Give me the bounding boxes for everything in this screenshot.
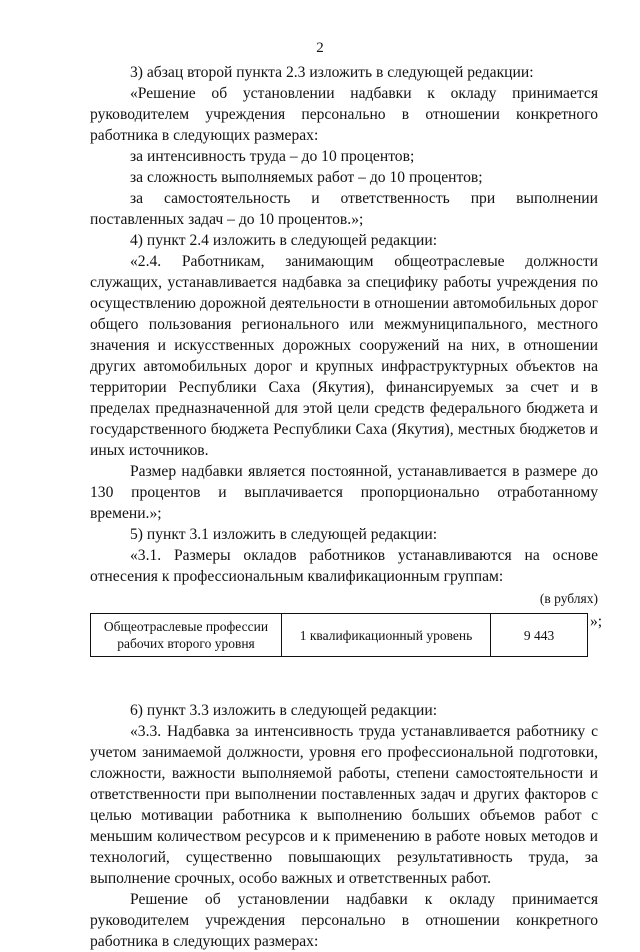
qualification-group-cell: Общеотраслевые профессии рабочих второго уровня	[91, 614, 282, 657]
paragraphs-section-a	[90, 62, 598, 587]
paragraph: Размер надбавки является постоянной, устанавливается в размере до 130 процентов и выплачивается пропорционально отработанному времени.»;	[90, 463, 598, 522]
paragraph: «2.4. Работникам, занимающим общеотраслевые должности служащих, устанавливается надбавка за специфику работы учреждения по осуществлению дорожной деятельности в отношении автомобильных дорог общего пользования регионального или межмуниципального, местного значения и искусственных дорожных сооружений на них, в отношении других автомобильных дорог и крупных инфраструктурных объектов на территории Республики Саха (Якутия), финансируемых за счет и в пределах предназначенной для этой цели средств федерального бюджета и государственного бюджета Республики Саха (Якутия), местных бюджетов и иных источников.	[90, 253, 598, 459]
paragraph: «Решение об установлении надбавки к окладу принимается руководителем учреждения персонально в отношении конкретного работника в следующих размерах:	[90, 85, 598, 144]
paragraph: «3.3. Надбавка за интенсивность труда устанавливается работнику с учетом занимаемой должности, уровня его профессиональной подготовки, сложности, важности выполняемой работы, степени самостоятельности и ответственности при выполнении поставленных задач и других факторов с целью мотивации работника к выполнению больших объемов работ с меньшим количеством ресурсов и к применению в работе новых методов и технологий, существенно повышающих результативность труда, за выполнение срочных, особо важных и ответственных работ.	[90, 723, 598, 887]
salary-table-wrapper	[90, 613, 603, 659]
table-closing-quote: »;	[590, 613, 603, 630]
document-body	[90, 62, 603, 952]
paragraph: за интенсивность труда – до 10 процентов;	[130, 148, 415, 165]
table-row	[91, 614, 588, 657]
paragraphs-section-b	[90, 700, 598, 952]
paragraph: «3.1. Размеры окладов работников устанавливаются на основе отнесения к профессиональным квалификационным группам:	[90, 547, 598, 585]
paragraph: 3) абзац второй пункта 2.3 изложить в следующей редакции:	[130, 64, 534, 81]
currency-unit-note: (в рублях)	[539, 591, 598, 606]
paragraph: 5) пункт 3.1 изложить в следующей редакции:	[130, 526, 438, 543]
paragraph: Решение об установлении надбавки к окладу принимается руководителем учреждения персонально в отношении конкретного работника в следующих размерах:	[90, 891, 598, 950]
salary-table	[90, 613, 588, 657]
qualification-level-cell: 1 квалификационный уровень	[282, 614, 491, 657]
page-number: 2	[316, 40, 324, 56]
paragraph: за сложность выполняемых работ – до 10 процентов;	[130, 169, 483, 186]
paragraph: за самостоятельность и ответственность при выполнении поставленных задач – до 10 процентов.»;	[90, 190, 598, 228]
paragraph: 4) пункт 2.4 изложить в следующей редакции:	[130, 232, 438, 249]
salary-cell: 9 443	[491, 614, 588, 657]
paragraph: 6) пункт 3.3 изложить в следующей редакции:	[130, 702, 438, 719]
